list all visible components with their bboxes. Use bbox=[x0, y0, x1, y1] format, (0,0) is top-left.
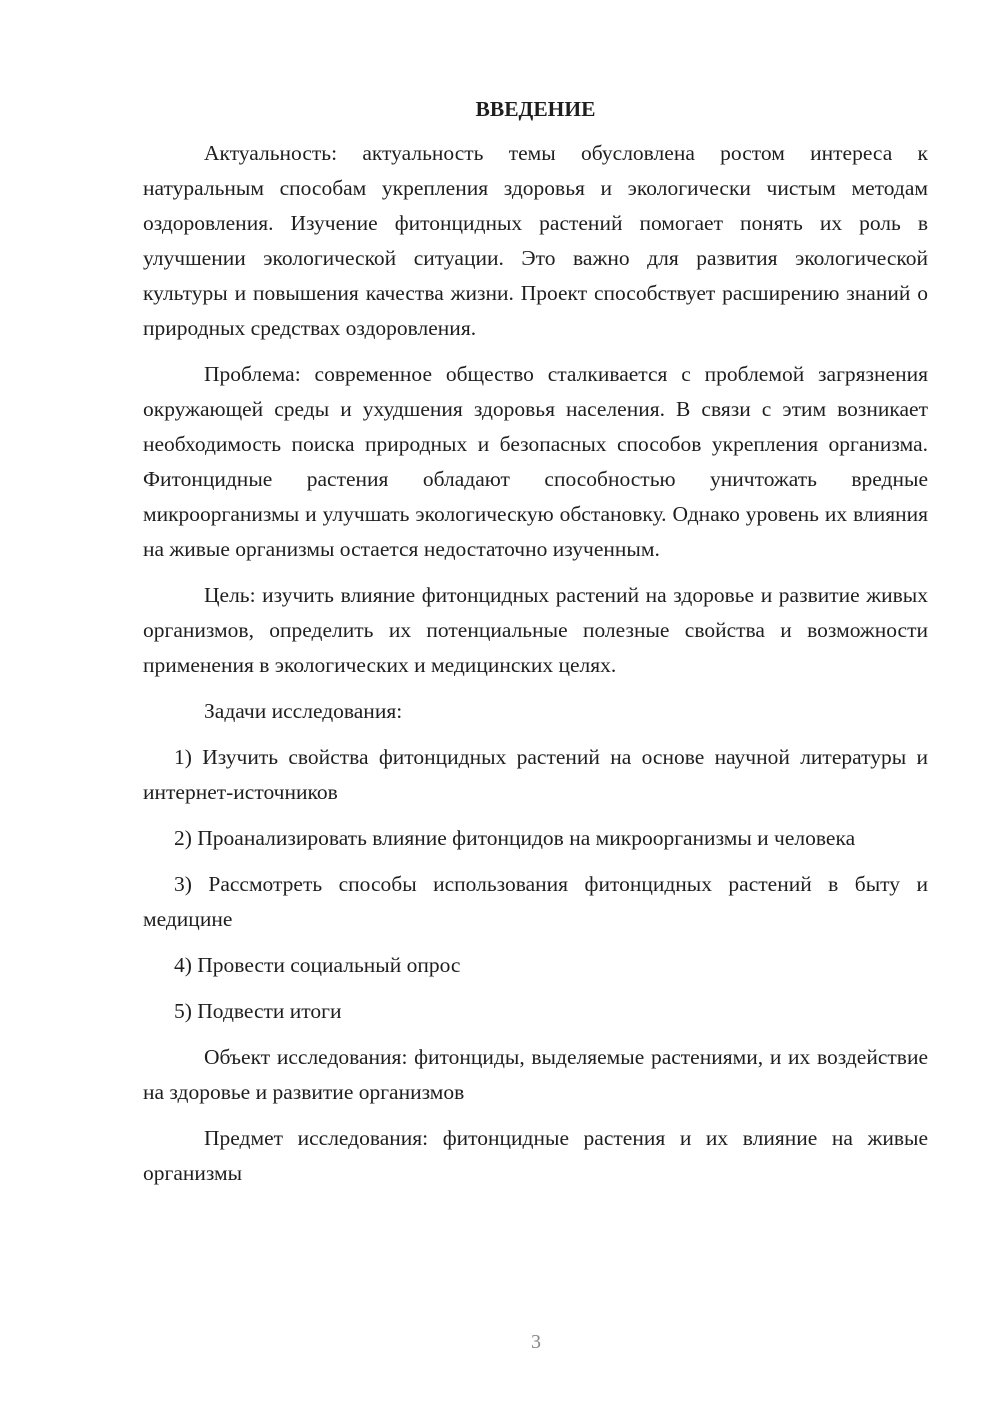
task-item-4: 4) Провести социальный опрос bbox=[174, 953, 461, 977]
page-number: 3 bbox=[531, 1331, 541, 1353]
task-item-2: 2) Проанализировать влияние фитонцидов на микроорганизмы и человека bbox=[174, 826, 856, 850]
goal-paragraph: Цель: изучить влияние фитонцидных растений на здоровье и развитие живых организмов, определить их потенциальные полезные свойства и возможности применения в экологических и медицинских целях. bbox=[143, 583, 928, 677]
problem-paragraph: Проблема: современное общество сталкивается с проблемой загрязнения окружающей среды и ухудшения здоровья населения. В связи с этим возникает необходимость поиска природных и безопасных способов укрепления организма. Фитонцидные растения обладают способностью уничтожать вредные микроорганизмы и улучшать экологическую обстановку. Однако уровень их влияния на живые организмы остается недостаточно изученным. bbox=[143, 362, 928, 561]
task-item-1: 1) Изучить свойства фитонцидных растений на основе научной литературы и интернет-источников bbox=[143, 745, 928, 804]
document-page bbox=[143, 92, 928, 1202]
task-item-3: 3) Рассмотреть способы использования фитонцидных растений в быту и медицине bbox=[143, 872, 928, 931]
subject-paragraph: Предмет исследования: фитонцидные растения и их влияние на живые организмы bbox=[143, 1126, 928, 1185]
tasks-heading: Задачи исследования: bbox=[204, 699, 403, 723]
page-title: ВВЕДЕНИЕ bbox=[475, 97, 596, 121]
object-paragraph: Объект исследования: фитонциды, выделяемые растениями, и их воздействие на здоровье и развитие организмов bbox=[143, 1045, 928, 1104]
relevance-paragraph: Актуальность: актуальность темы обусловлена ростом интереса к натуральным способам укрепления здоровья и экологически чистым методам оздоровления. Изучение фитонцидных растений помогает понять их роль в улучшении экологической ситуации. Это важно для развития экологической культуры и повышения качества жизни. Проект способствует расширению знаний о природных средствах оздоровления. bbox=[143, 141, 928, 340]
task-item-5: 5) Подвести итоги bbox=[174, 999, 342, 1023]
